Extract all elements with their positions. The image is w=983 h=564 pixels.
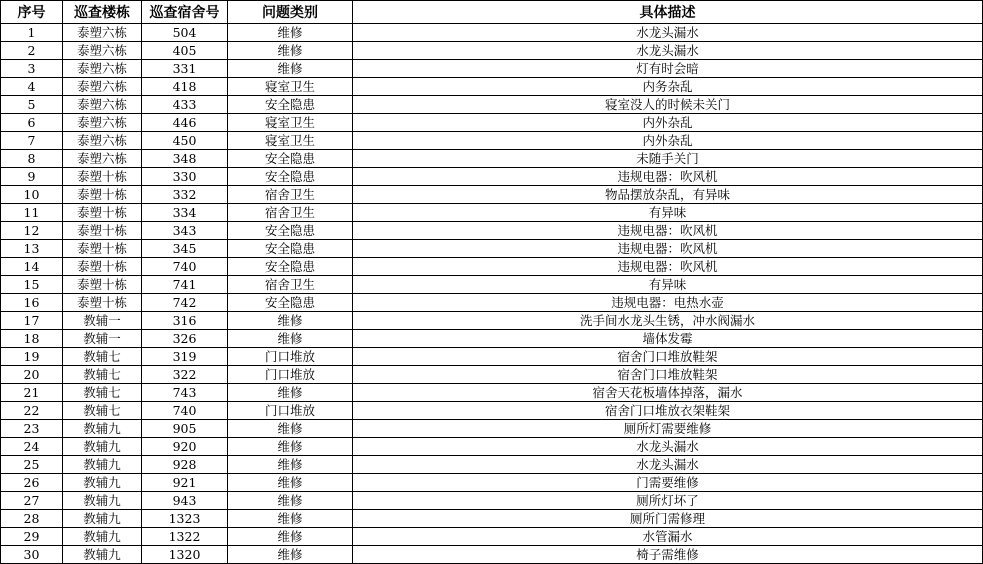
table-row: [1, 456, 983, 474]
cell-description[interactable]: 墙体发霉: [353, 330, 983, 348]
cell-index[interactable]: 15: [1, 276, 63, 294]
cell-building[interactable]: 教辅九: [63, 546, 142, 564]
cell-description[interactable]: 水龙头漏水: [353, 438, 983, 456]
cell-room[interactable]: 921: [142, 474, 228, 492]
cell-category[interactable]: 门口堆放: [228, 366, 353, 384]
cell-room[interactable]: 405: [142, 42, 228, 60]
table-row: [1, 258, 983, 276]
cell-building[interactable]: 泰塑十栋: [63, 168, 142, 186]
table-row: [1, 312, 983, 330]
table-row: [1, 204, 983, 222]
cell-room[interactable]: 330: [142, 168, 228, 186]
cell-building[interactable]: 泰塑六栋: [63, 60, 142, 78]
cell-building[interactable]: 教辅七: [63, 348, 142, 366]
cell-description[interactable]: 违规电器：电热水壶: [353, 294, 983, 312]
cell-room[interactable]: 1323: [142, 510, 228, 528]
cell-description[interactable]: 水龙头漏水: [353, 456, 983, 474]
table-row: [1, 114, 983, 132]
table-row: [1, 528, 983, 546]
cell-room[interactable]: 348: [142, 150, 228, 168]
cell-building[interactable]: 教辅九: [63, 492, 142, 510]
cell-category[interactable]: 寝室卫生: [228, 132, 353, 150]
cell-index[interactable]: 5: [1, 96, 63, 114]
cell-category[interactable]: 维修: [228, 312, 353, 330]
cell-building[interactable]: 泰塑六栋: [63, 96, 142, 114]
table-row: [1, 240, 983, 258]
cell-room[interactable]: 905: [142, 420, 228, 438]
cell-category[interactable]: 宿舍卫生: [228, 276, 353, 294]
cell-room[interactable]: 326: [142, 330, 228, 348]
cell-index[interactable]: 10: [1, 186, 63, 204]
cell-room[interactable]: 334: [142, 204, 228, 222]
cell-building[interactable]: 教辅九: [63, 438, 142, 456]
cell-room[interactable]: 316: [142, 312, 228, 330]
cell-building[interactable]: 泰塑六栋: [63, 78, 142, 96]
cell-category[interactable]: 安全隐患: [228, 240, 353, 258]
cell-room[interactable]: 446: [142, 114, 228, 132]
cell-category[interactable]: 维修: [228, 60, 353, 78]
header-building[interactable]: 巡查楼栋: [63, 1, 142, 24]
table-row: [1, 96, 983, 114]
cell-index[interactable]: 24: [1, 438, 63, 456]
cell-building[interactable]: 教辅九: [63, 528, 142, 546]
header-category[interactable]: 问题类别: [228, 1, 353, 24]
cell-category[interactable]: 安全隐患: [228, 222, 353, 240]
cell-description[interactable]: 物品摆放杂乱，有异味: [353, 186, 983, 204]
cell-building[interactable]: 教辅一: [63, 330, 142, 348]
cell-room[interactable]: 504: [142, 24, 228, 42]
cell-building[interactable]: 泰塑六栋: [63, 150, 142, 168]
cell-room[interactable]: 740: [142, 258, 228, 276]
table-row: [1, 492, 983, 510]
cell-room[interactable]: 433: [142, 96, 228, 114]
cell-category[interactable]: 维修: [228, 474, 353, 492]
cell-building[interactable]: 泰塑十栋: [63, 294, 142, 312]
cell-index[interactable]: 1: [1, 24, 63, 42]
cell-index[interactable]: 17: [1, 312, 63, 330]
cell-description[interactable]: 宿舍门口堆放鞋架: [353, 366, 983, 384]
table-body: [1, 24, 983, 564]
cell-index[interactable]: 19: [1, 348, 63, 366]
table-row: [1, 168, 983, 186]
cell-index[interactable]: 22: [1, 402, 63, 420]
table-row: [1, 402, 983, 420]
cell-description[interactable]: 有异味: [353, 204, 983, 222]
cell-index[interactable]: 16: [1, 294, 63, 312]
cell-building[interactable]: 泰塑十栋: [63, 222, 142, 240]
cell-index[interactable]: 7: [1, 132, 63, 150]
cell-building[interactable]: 教辅九: [63, 474, 142, 492]
cell-room[interactable]: 742: [142, 294, 228, 312]
cell-category[interactable]: 维修: [228, 528, 353, 546]
cell-description[interactable]: 厕所灯需要维修: [353, 420, 983, 438]
cell-building[interactable]: 教辅七: [63, 384, 142, 402]
cell-description[interactable]: 洗手间水龙头生锈，冲水阀漏水: [353, 312, 983, 330]
cell-category[interactable]: 维修: [228, 546, 353, 564]
cell-index[interactable]: 26: [1, 474, 63, 492]
cell-room[interactable]: 740: [142, 402, 228, 420]
cell-building[interactable]: 教辅一: [63, 312, 142, 330]
cell-room[interactable]: 743: [142, 384, 228, 402]
cell-building[interactable]: 教辅九: [63, 510, 142, 528]
table-row: [1, 348, 983, 366]
cell-building[interactable]: 教辅七: [63, 366, 142, 384]
cell-room[interactable]: 322: [142, 366, 228, 384]
table-row: [1, 24, 983, 42]
cell-description[interactable]: 宿舍门口堆放鞋架: [353, 348, 983, 366]
cell-building[interactable]: 泰塑六栋: [63, 114, 142, 132]
cell-room[interactable]: 943: [142, 492, 228, 510]
cell-description[interactable]: 门需要维修: [353, 474, 983, 492]
cell-index[interactable]: 8: [1, 150, 63, 168]
table-row: [1, 78, 983, 96]
cell-category[interactable]: 安全隐患: [228, 150, 353, 168]
cell-building[interactable]: 泰塑六栋: [63, 132, 142, 150]
cell-room[interactable]: 319: [142, 348, 228, 366]
table-row: [1, 222, 983, 240]
cell-category[interactable]: 安全隐患: [228, 96, 353, 114]
header-row: [1, 1, 983, 24]
cell-category[interactable]: 维修: [228, 438, 353, 456]
cell-building[interactable]: 泰塑十栋: [63, 276, 142, 294]
table-row: [1, 384, 983, 402]
cell-description[interactable]: 违规电器：吹风机: [353, 240, 983, 258]
cell-index[interactable]: 6: [1, 114, 63, 132]
cell-description[interactable]: 违规电器：吹风机: [353, 168, 983, 186]
cell-room[interactable]: 332: [142, 186, 228, 204]
table-row: [1, 474, 983, 492]
cell-category[interactable]: 维修: [228, 384, 353, 402]
cell-category[interactable]: 维修: [228, 492, 353, 510]
cell-index[interactable]: 13: [1, 240, 63, 258]
cell-description[interactable]: 椅子需维修: [353, 546, 983, 564]
table-row: [1, 132, 983, 150]
cell-category[interactable]: 门口堆放: [228, 348, 353, 366]
cell-building[interactable]: 泰塑十栋: [63, 258, 142, 276]
cell-index[interactable]: 11: [1, 204, 63, 222]
cell-category[interactable]: 寝室卫生: [228, 114, 353, 132]
cell-description[interactable]: 未随手关门: [353, 150, 983, 168]
cell-description[interactable]: 违规电器：吹风机: [353, 258, 983, 276]
cell-room[interactable]: 1322: [142, 528, 228, 546]
cell-index[interactable]: 29: [1, 528, 63, 546]
cell-index[interactable]: 25: [1, 456, 63, 474]
table-row: [1, 60, 983, 78]
cell-description[interactable]: 水龙头漏水: [353, 24, 983, 42]
cell-category[interactable]: 维修: [228, 330, 353, 348]
header-index[interactable]: 序号: [1, 1, 63, 24]
table-row: [1, 510, 983, 528]
table-row: [1, 42, 983, 60]
cell-building[interactable]: 泰塑十栋: [63, 204, 142, 222]
cell-category[interactable]: 宿舍卫生: [228, 204, 353, 222]
cell-description[interactable]: 水龙头漏水: [353, 42, 983, 60]
cell-index[interactable]: 23: [1, 420, 63, 438]
cell-room[interactable]: 418: [142, 78, 228, 96]
cell-room[interactable]: 928: [142, 456, 228, 474]
cell-building[interactable]: 泰塑六栋: [63, 24, 142, 42]
cell-category[interactable]: 维修: [228, 24, 353, 42]
cell-description[interactable]: 内外杂乱: [353, 114, 983, 132]
cell-building[interactable]: 泰塑十栋: [63, 240, 142, 258]
cell-category[interactable]: 维修: [228, 510, 353, 528]
cell-building[interactable]: 教辅七: [63, 402, 142, 420]
cell-description[interactable]: 有异味: [353, 276, 983, 294]
cell-index[interactable]: 20: [1, 366, 63, 384]
cell-description[interactable]: 厕所灯坏了: [353, 492, 983, 510]
cell-category[interactable]: 维修: [228, 420, 353, 438]
cell-room[interactable]: 343: [142, 222, 228, 240]
cell-index[interactable]: 27: [1, 492, 63, 510]
cell-category[interactable]: 门口堆放: [228, 402, 353, 420]
table-row: [1, 420, 983, 438]
cell-building[interactable]: 泰塑六栋: [63, 42, 142, 60]
cell-category[interactable]: 宿舍卫生: [228, 186, 353, 204]
table-row: [1, 150, 983, 168]
cell-category[interactable]: 安全隐患: [228, 294, 353, 312]
cell-description[interactable]: 内务杂乱: [353, 78, 983, 96]
cell-category[interactable]: 安全隐患: [228, 168, 353, 186]
cell-room[interactable]: 450: [142, 132, 228, 150]
table-row: [1, 438, 983, 456]
table-row: [1, 186, 983, 204]
cell-description[interactable]: 违规电器：吹风机: [353, 222, 983, 240]
cell-index[interactable]: 12: [1, 222, 63, 240]
cell-room[interactable]: 1320: [142, 546, 228, 564]
cell-room[interactable]: 920: [142, 438, 228, 456]
cell-index[interactable]: 4: [1, 78, 63, 96]
table-row: [1, 294, 983, 312]
cell-description[interactable]: 内外杂乱: [353, 132, 983, 150]
cell-building[interactable]: 教辅九: [63, 420, 142, 438]
cell-room[interactable]: 331: [142, 60, 228, 78]
cell-index[interactable]: 28: [1, 510, 63, 528]
table-row: [1, 546, 983, 564]
cell-index[interactable]: 3: [1, 60, 63, 78]
table-row: [1, 330, 983, 348]
cell-room[interactable]: 741: [142, 276, 228, 294]
cell-description[interactable]: 厕所门需修理: [353, 510, 983, 528]
header-room[interactable]: 巡查宿舍号: [142, 1, 228, 24]
cell-room[interactable]: 345: [142, 240, 228, 258]
cell-category[interactable]: 安全隐患: [228, 258, 353, 276]
cell-description[interactable]: 寝室没人的时候未关门: [353, 96, 983, 114]
cell-category[interactable]: 维修: [228, 456, 353, 474]
cell-description[interactable]: 灯有时会暗: [353, 60, 983, 78]
cell-category[interactable]: 维修: [228, 42, 353, 60]
header-description[interactable]: 具体描述: [353, 1, 983, 24]
cell-index[interactable]: 14: [1, 258, 63, 276]
cell-building[interactable]: 泰塑十栋: [63, 186, 142, 204]
cell-index[interactable]: 21: [1, 384, 63, 402]
table-row: [1, 276, 983, 294]
cell-index[interactable]: 9: [1, 168, 63, 186]
cell-description[interactable]: 水管漏水: [353, 528, 983, 546]
table-row: [1, 366, 983, 384]
cell-building[interactable]: 教辅九: [63, 456, 142, 474]
cell-index[interactable]: 18: [1, 330, 63, 348]
cell-description[interactable]: 宿舍门口堆放衣架鞋架: [353, 402, 983, 420]
cell-index[interactable]: 30: [1, 546, 63, 564]
cell-description[interactable]: 宿舍天花板墙体掉落，漏水: [353, 384, 983, 402]
cell-category[interactable]: 寝室卫生: [228, 78, 353, 96]
cell-index[interactable]: 2: [1, 42, 63, 60]
